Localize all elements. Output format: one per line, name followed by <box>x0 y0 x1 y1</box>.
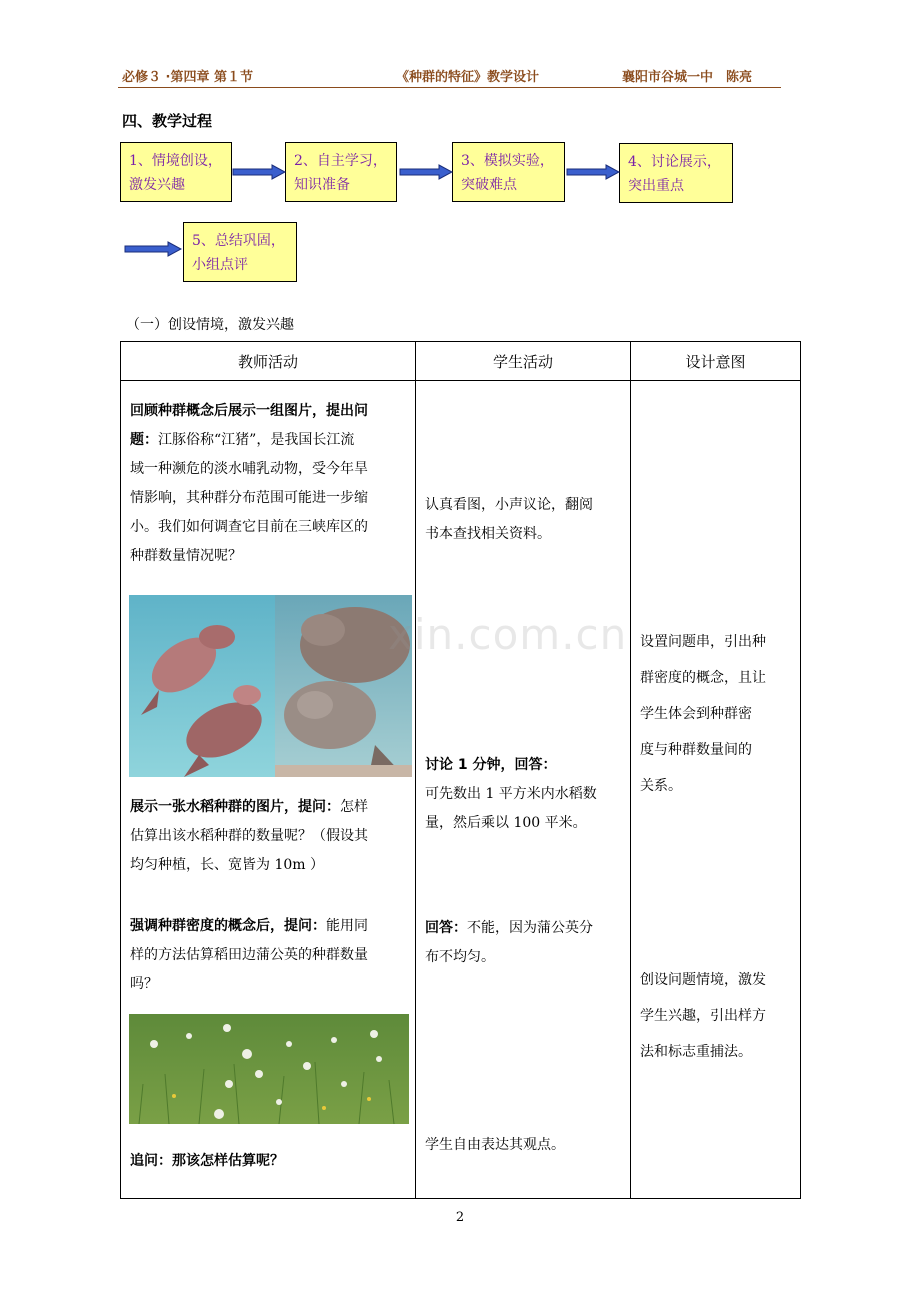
intent-i2-line1: 创设问题情境，激发 <box>640 972 766 988</box>
intent-paragraph-2 <box>640 962 795 1070</box>
table-row <box>121 381 801 1199</box>
flow-step-2 <box>285 142 397 202</box>
dandelion-photo <box>129 1014 409 1124</box>
teacher-p2-line3: 均匀种植，长、宽皆为 10m ） <box>130 857 324 873</box>
subsection-title: （一）创设情境，激发兴趣 <box>126 317 294 333</box>
flow-step-3-line2: 突破难点 <box>461 177 517 193</box>
header-chapter: 必修３ ·第四章 第１节 <box>122 70 253 85</box>
intent-i1-line5: 关系。 <box>640 778 682 794</box>
intent-i2-line3: 法和标志重捕法。 <box>640 1044 752 1060</box>
watermark: xin.com.cn <box>388 610 628 659</box>
teacher-paragraph-2 <box>130 793 412 880</box>
teacher-p1-line3: 域一种濒危的淡水哺乳动物，受今年旱 <box>130 461 368 477</box>
header-author: 襄阳市谷城一中 陈亮 <box>622 70 753 85</box>
header-teacher: 教师活动 <box>121 342 416 381</box>
page-number: 2 <box>455 1210 465 1225</box>
student-a4-line1: 学生自由表达其观点。 <box>425 1137 565 1153</box>
teacher-paragraph-4 <box>130 1147 412 1176</box>
flow-step-5-line1: 5、总结巩固， <box>192 233 285 249</box>
student-a3-line1-rest: 不能，因为蒲公英分 <box>467 920 593 936</box>
intent-i2-line2: 学生兴趣，引出样方 <box>640 1008 766 1024</box>
flow-step-4 <box>619 143 733 203</box>
teacher-p3-line1 <box>130 912 412 941</box>
student-a3-line1-bold: 回答： <box>425 920 467 936</box>
student-answer-3 <box>425 914 625 972</box>
arrow-right-icon <box>566 164 620 180</box>
teacher-p3-line3: 吗？ <box>130 976 158 992</box>
teacher-p2-line1-rest: 怎样 <box>340 799 368 815</box>
activity-table <box>120 341 801 1199</box>
teacher-p2-line2: 估算出该水稻种群的数量呢？（假设其 <box>130 828 368 844</box>
teacher-p1-line2 <box>130 426 412 455</box>
flow-step-1 <box>120 142 232 202</box>
student-a2-line2: 可先数出 1 平方米内水稻数 <box>425 786 597 802</box>
teacher-p1-line2-bold: 题： <box>130 432 158 448</box>
student-cell <box>416 381 631 1199</box>
flow-step-1-line1: 1、情境创设， <box>129 153 222 169</box>
teacher-p1-line4: 情影响，其种群分布范围可能进一步缩 <box>130 490 368 506</box>
student-a2-line3: 量，然后乘以 100 平米。 <box>425 815 587 831</box>
flow-step-3 <box>452 142 565 202</box>
flow-step-5-line2: 小组点评 <box>192 257 248 273</box>
intent-cell <box>631 381 801 1199</box>
header-intent: 设计意图 <box>631 342 801 381</box>
teacher-p3-line1-rest: 能用同 <box>326 918 368 934</box>
teacher-p1-line2-rest: 江豚俗称“江猪”，是我国长江流 <box>158 432 355 448</box>
intent-i1-line1: 设置问题串，引出种 <box>640 634 766 650</box>
flow-step-2-line1: 2、自主学习， <box>294 153 387 169</box>
header-student: 学生活动 <box>416 342 631 381</box>
student-answer-1 <box>425 491 625 549</box>
teacher-cell <box>121 381 416 1199</box>
student-answer-4 <box>425 1131 625 1160</box>
porpoise-photo-left <box>129 595 275 777</box>
intent-i1-line3: 学生体会到种群密 <box>640 706 752 722</box>
student-a3-line1 <box>425 914 625 943</box>
teacher-p1-line5: 小。我们如何调查它目前在三峡库区的 <box>130 519 368 535</box>
flow-step-4-line2: 突出重点 <box>628 178 684 194</box>
flow-step-2-line2: 知识准备 <box>294 177 350 193</box>
student-a2-line1: 讨论 1 分钟，回答： <box>425 757 557 773</box>
teacher-p2-line1-bold: 展示一张水稻种群的图片，提问： <box>130 799 340 815</box>
section-title: 四、教学过程 <box>122 112 213 130</box>
student-answer-2 <box>425 751 625 838</box>
arrow-right-icon <box>232 164 286 180</box>
teacher-p3-line1-bold: 强调种群密度的概念后，提问： <box>130 918 326 934</box>
flow-step-4-line1: 4、讨论展示， <box>628 154 721 170</box>
header-title: 《种群的特征》教学设计 <box>396 70 540 85</box>
header-rule <box>118 87 781 88</box>
teacher-paragraph-3 <box>130 912 412 999</box>
teacher-p1-line6: 种群数量情况呢？ <box>130 548 242 564</box>
teacher-p4-line1: 追问：那该怎样估算呢？ <box>130 1153 284 1169</box>
intent-paragraph-1 <box>640 624 795 804</box>
table-header-row <box>121 342 801 381</box>
student-a1-line1: 认真看图，小声议论，翻阅 <box>425 497 593 513</box>
flow-step-5 <box>183 222 297 282</box>
arrow-right-icon <box>399 164 453 180</box>
teacher-p3-line2: 样的方法估算稻田边蒲公英的种群数量 <box>130 947 368 963</box>
flow-step-3-line1: 3、模拟实验， <box>461 153 554 169</box>
intent-i1-line4: 度与种群数量间的 <box>640 742 752 758</box>
flow-step-1-line2: 激发兴趣 <box>129 177 185 193</box>
student-a1-line2: 书本查找相关资料。 <box>425 526 551 542</box>
intent-i1-line2: 群密度的概念，且让 <box>640 670 766 686</box>
teacher-paragraph-1 <box>130 397 412 571</box>
teacher-p2-line1 <box>130 793 412 822</box>
arrow-right-icon <box>124 241 182 257</box>
student-a3-line2: 布不均匀。 <box>425 949 495 965</box>
teacher-p1-line1: 回顾种群概念后展示一组图片，提出问 <box>130 403 368 419</box>
